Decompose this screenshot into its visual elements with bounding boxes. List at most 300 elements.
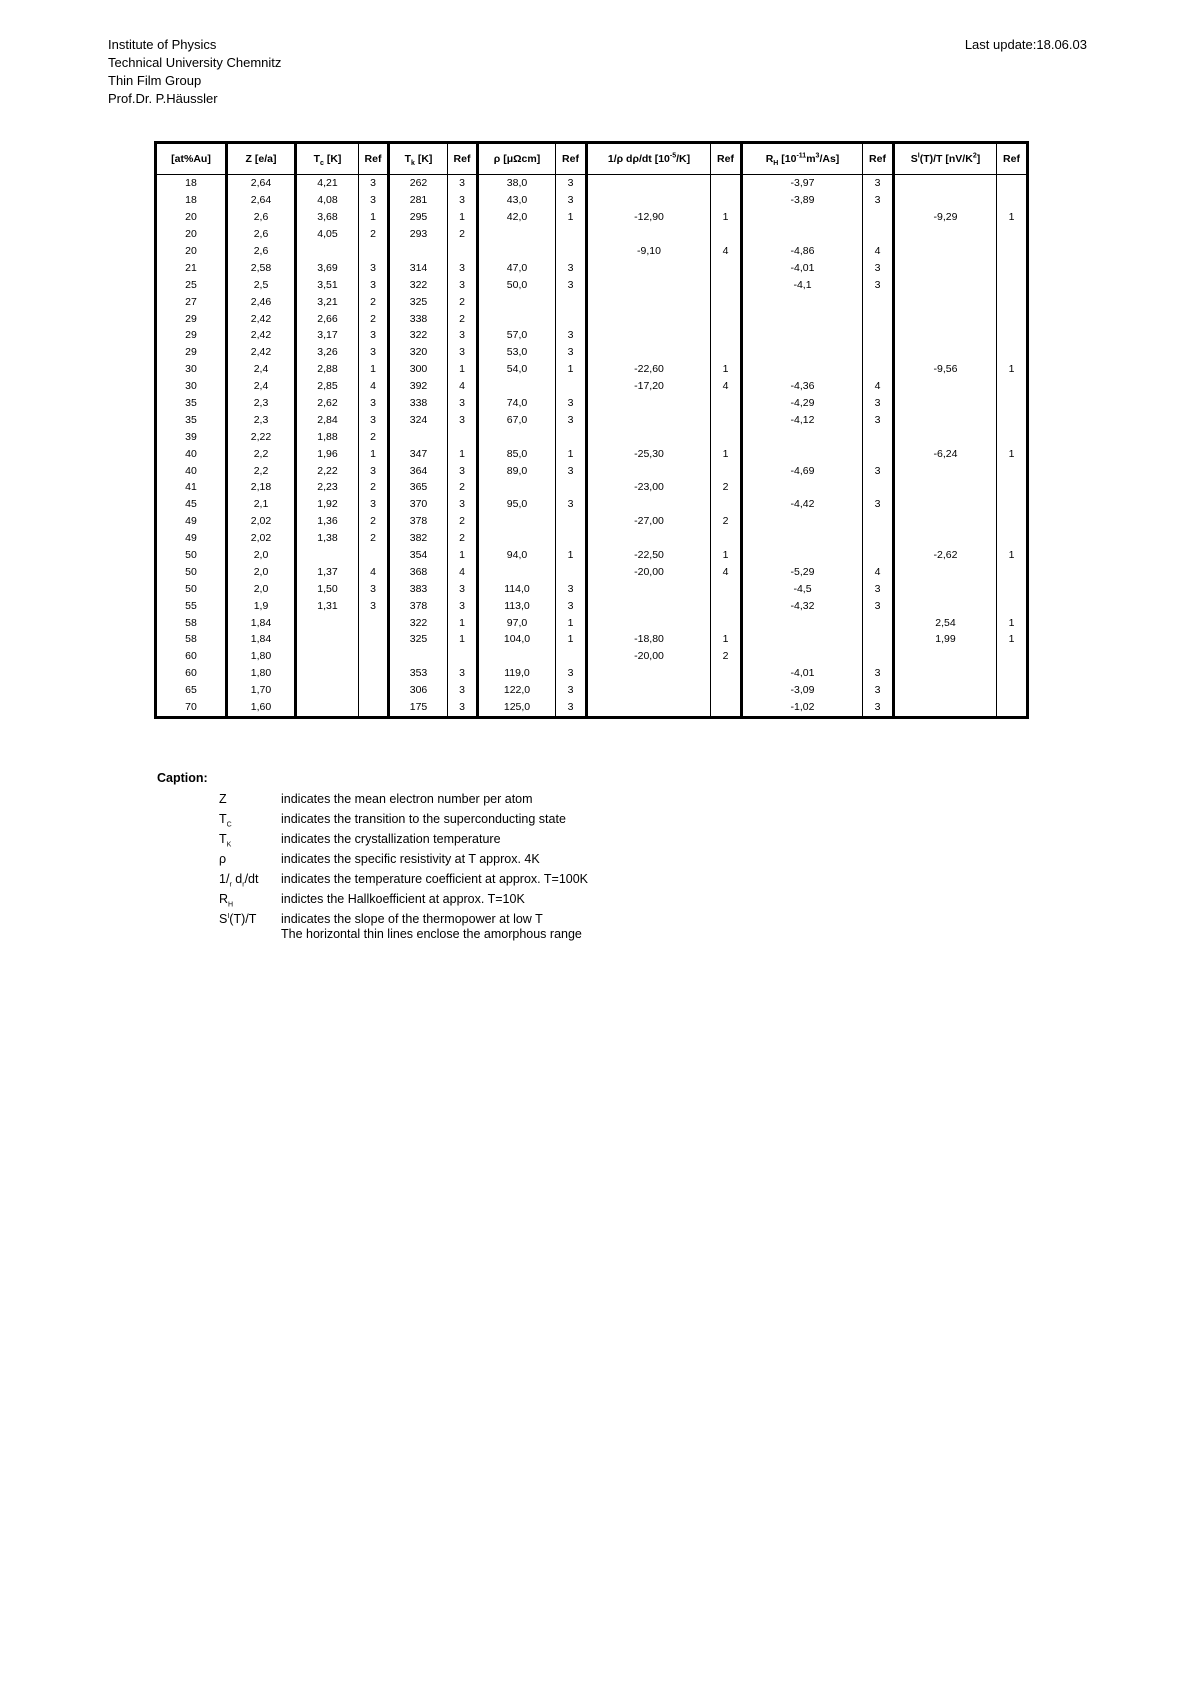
caption-symbol: $1/_r$ $d_r/dt$ xyxy=(219,872,259,889)
cell-rh: -4,12 xyxy=(742,411,863,428)
cell-rho: 54,0 xyxy=(478,361,556,378)
cell-r4 xyxy=(711,428,742,445)
cell-s xyxy=(894,580,997,597)
cell-s: -6,24 xyxy=(894,445,997,462)
cell-rho xyxy=(478,293,556,310)
cell-rh: -5,29 xyxy=(742,563,863,580)
cell-r5: 3 xyxy=(863,682,894,699)
cell-tk: 364 xyxy=(389,462,448,479)
caption-item xyxy=(157,849,588,869)
cell-tcr xyxy=(587,462,711,479)
cell-tcr: -22,50 xyxy=(587,547,711,564)
cell-at: 20 xyxy=(185,245,197,257)
column-header-r3: Ref xyxy=(556,143,587,175)
cell-r1: 2 xyxy=(359,513,389,530)
cell-r1 xyxy=(359,682,389,699)
cell-r3: 3 xyxy=(556,192,587,209)
caption-symbol: ρ xyxy=(219,852,227,866)
cell-r6: 1 xyxy=(997,614,1028,631)
cell-r1: 2 xyxy=(359,428,389,445)
cell-r3: 1 xyxy=(556,631,587,648)
cell-tc: 3,26 xyxy=(296,344,359,361)
cell-tk: 320 xyxy=(389,344,448,361)
cell-r1: 3 xyxy=(359,192,389,209)
cell-r3: 3 xyxy=(556,597,587,614)
caption-description: indicates the specific resistivity at T approx. 4K xyxy=(281,852,540,866)
cell-r3 xyxy=(556,563,587,580)
cell-r4 xyxy=(711,293,742,310)
caption-title: Caption: xyxy=(157,771,208,785)
cell-r4 xyxy=(711,530,742,547)
table-row xyxy=(156,530,1028,547)
cell-at: 25 xyxy=(185,278,197,291)
cell-rho: 43,0 xyxy=(478,192,556,209)
cell-r1: 3 xyxy=(359,462,389,479)
cell-r1: 3 xyxy=(359,276,389,293)
header-line: Prof.Dr. P.Häussler xyxy=(108,91,218,106)
cell-r6 xyxy=(997,479,1028,496)
table-row xyxy=(156,243,1028,260)
caption-item xyxy=(157,829,588,849)
cell-r1 xyxy=(359,614,389,631)
cell-r3 xyxy=(556,513,587,530)
cell-r3 xyxy=(556,310,587,327)
cell-rho: 95,0 xyxy=(478,496,556,513)
cell-tc: 1,50 xyxy=(296,580,359,597)
cell-r3 xyxy=(556,226,587,243)
cell-tk: 365 xyxy=(389,479,448,496)
cell-s xyxy=(894,243,997,260)
table-row xyxy=(156,175,1028,192)
cell-rh xyxy=(742,648,863,665)
cell-r5 xyxy=(863,530,894,547)
column-header-tcr: 1/ρ dρ/dt $[10^{-5}/K]$ xyxy=(587,143,711,175)
caption-symbol: $R_H$ xyxy=(219,892,234,909)
cell-r6 xyxy=(997,293,1028,310)
cell-r3 xyxy=(556,428,587,445)
cell-z: 2,6 xyxy=(227,243,296,260)
cell-r4: 1 xyxy=(711,445,742,462)
cell-r5 xyxy=(863,361,894,378)
cell-r2: 3 xyxy=(448,175,478,192)
cell-z: 2,58 xyxy=(227,259,296,276)
cell-r1: 4 xyxy=(359,378,389,395)
cell-r4: 4 xyxy=(711,378,742,395)
cell-r2: 2 xyxy=(448,479,478,496)
cell-r2: 3 xyxy=(448,411,478,428)
table-row xyxy=(156,361,1028,378)
cell-at: 35 xyxy=(185,413,197,426)
cell-r6 xyxy=(997,462,1028,479)
cell-r3: 3 xyxy=(556,665,587,682)
cell-tk: 368 xyxy=(389,563,448,580)
cell-at: 39 xyxy=(185,430,197,443)
cell-at: 50 xyxy=(185,565,197,578)
cell-r5: 3 xyxy=(863,395,894,412)
cell-tk: 392 xyxy=(389,378,448,395)
cell-tk: 314 xyxy=(389,259,448,276)
cell-r4 xyxy=(711,411,742,428)
cell-r2 xyxy=(448,428,478,445)
cell-z: 2,64 xyxy=(227,192,296,209)
cell-r6 xyxy=(997,378,1028,395)
cell-rh: -1,02 xyxy=(742,699,863,717)
cell-tc: 4,05 xyxy=(296,226,359,243)
cell-tc: 1,37 xyxy=(296,563,359,580)
cell-r1 xyxy=(359,243,389,260)
cell-tk xyxy=(389,648,448,665)
cell-z: 1,80 xyxy=(227,665,296,682)
cell-tc xyxy=(296,682,359,699)
column-header-r5: Ref xyxy=(863,143,894,175)
cell-r6 xyxy=(997,226,1028,243)
cell-tc xyxy=(296,547,359,564)
cell-r4 xyxy=(711,597,742,614)
cell-at: 18 xyxy=(185,194,197,207)
cell-tcr xyxy=(587,580,711,597)
cell-r2: 1 xyxy=(448,614,478,631)
cell-r5 xyxy=(863,513,894,530)
cell-r2: 2 xyxy=(448,530,478,547)
cell-r2: 2 xyxy=(448,226,478,243)
column-header-z: Z [e/a] xyxy=(227,143,296,175)
table-row xyxy=(156,226,1028,243)
cell-r5 xyxy=(863,631,894,648)
cell-tk: 347 xyxy=(389,445,448,462)
cell-tcr: -20,00 xyxy=(587,648,711,665)
cell-s: -9,29 xyxy=(894,209,997,226)
cell-r2: 3 xyxy=(448,192,478,209)
cell-s xyxy=(894,395,997,412)
cell-z: 2,46 xyxy=(227,293,296,310)
cell-tc xyxy=(296,631,359,648)
cell-r3: 3 xyxy=(556,699,587,717)
cell-tk: 293 xyxy=(389,226,448,243)
column-header-r1: Ref xyxy=(359,143,389,175)
cell-r6 xyxy=(997,699,1028,717)
cell-r4 xyxy=(711,614,742,631)
cell-r5: 3 xyxy=(863,462,894,479)
cell-r5: 3 xyxy=(863,496,894,513)
cell-tcr: -17,20 xyxy=(587,378,711,395)
column-header-tk: $T_k$ [K] xyxy=(389,143,448,175)
cell-tk: 295 xyxy=(389,209,448,226)
cell-rho xyxy=(478,226,556,243)
cell-r3 xyxy=(556,243,587,260)
cell-s xyxy=(894,428,997,445)
cell-z: 2,6 xyxy=(227,226,296,243)
cell-r6 xyxy=(997,682,1028,699)
cell-z: 2,3 xyxy=(227,395,296,412)
table-row xyxy=(156,310,1028,327)
table-row xyxy=(156,580,1028,597)
caption-symbol: Z xyxy=(219,792,227,806)
cell-r1: 1 xyxy=(359,209,389,226)
cell-rh: -4,69 xyxy=(742,462,863,479)
cell-tc xyxy=(296,665,359,682)
caption-description: indicates the mean electron number per atom xyxy=(281,792,533,806)
cell-tk: 322 xyxy=(389,276,448,293)
cell-tcr xyxy=(587,327,711,344)
cell-z: 2,5 xyxy=(227,276,296,293)
cell-rh xyxy=(742,530,863,547)
cell-r4: 2 xyxy=(711,479,742,496)
table-row xyxy=(156,428,1028,445)
cell-rh xyxy=(742,293,863,310)
cell-tcr xyxy=(587,614,711,631)
table-row xyxy=(156,344,1028,361)
cell-tcr: -25,30 xyxy=(587,445,711,462)
cell-rh xyxy=(742,344,863,361)
cell-tk xyxy=(389,243,448,260)
cell-r6: 1 xyxy=(997,445,1028,462)
caption-item xyxy=(157,809,588,829)
institution-header xyxy=(108,36,281,108)
cell-z: 2,6 xyxy=(227,209,296,226)
cell-z: 2,02 xyxy=(227,530,296,547)
cell-z: 2,0 xyxy=(227,563,296,580)
header-line: Thin Film Group xyxy=(108,73,202,88)
cell-s xyxy=(894,411,997,428)
cell-r1 xyxy=(359,547,389,564)
cell-rh: -4,01 xyxy=(742,259,863,276)
cell-rho: 113,0 xyxy=(478,597,556,614)
cell-at: 29 xyxy=(185,346,197,359)
cell-rho xyxy=(478,563,556,580)
cell-tc: 1,96 xyxy=(296,445,359,462)
cell-tc: 2,84 xyxy=(296,411,359,428)
table-row xyxy=(156,293,1028,310)
cell-rho: 97,0 xyxy=(478,614,556,631)
cell-r5 xyxy=(863,648,894,665)
cell-rh xyxy=(742,445,863,462)
cell-r6 xyxy=(997,259,1028,276)
cell-r4: 2 xyxy=(711,648,742,665)
header-line: Technical University Chemnitz xyxy=(108,55,282,70)
cell-r2: 2 xyxy=(448,293,478,310)
cell-s xyxy=(894,513,997,530)
cell-s: 2,54 xyxy=(894,614,997,631)
cell-r1: 3 xyxy=(359,580,389,597)
table-row xyxy=(156,259,1028,276)
table-row xyxy=(156,395,1028,412)
table-row xyxy=(156,682,1028,699)
caption-description: indictes the Hallkoefficient at approx. T=10K xyxy=(281,892,525,906)
cell-s xyxy=(894,530,997,547)
cell-s xyxy=(894,192,997,209)
cell-r3: 3 xyxy=(556,682,587,699)
cell-r6 xyxy=(997,496,1028,513)
cell-rh xyxy=(742,513,863,530)
cell-r1: 3 xyxy=(359,597,389,614)
cell-r2 xyxy=(448,243,478,260)
cell-tcr: -20,00 xyxy=(587,563,711,580)
cell-r6 xyxy=(997,276,1028,293)
cell-rh xyxy=(742,479,863,496)
cell-r5 xyxy=(863,547,894,564)
cell-tc: 1,38 xyxy=(296,530,359,547)
cell-r6 xyxy=(997,648,1028,665)
cell-at: 49 xyxy=(185,515,197,528)
cell-tcr xyxy=(587,226,711,243)
cell-tk: 322 xyxy=(389,614,448,631)
cell-r1: 3 xyxy=(359,496,389,513)
caption xyxy=(157,771,588,942)
cell-rh: -4,5 xyxy=(742,580,863,597)
cell-z: 1,60 xyxy=(227,699,296,717)
cell-tcr xyxy=(587,259,711,276)
caption-symbol: $T_C$ xyxy=(219,812,232,829)
cell-tk: 325 xyxy=(389,293,448,310)
data-table xyxy=(154,141,1029,719)
cell-s xyxy=(894,378,997,395)
cell-r3: 3 xyxy=(556,580,587,597)
cell-at: 58 xyxy=(185,633,197,646)
cell-r1: 2 xyxy=(359,310,389,327)
column-header-tc: $T_c$ [K] xyxy=(296,143,359,175)
cell-rh xyxy=(742,547,863,564)
cell-rh: -4,32 xyxy=(742,597,863,614)
caption-item xyxy=(157,789,588,809)
cell-r6 xyxy=(997,513,1028,530)
cell-s xyxy=(894,175,997,192)
cell-z: 2,64 xyxy=(227,175,296,192)
caption-item xyxy=(157,869,588,889)
cell-r3: 3 xyxy=(556,462,587,479)
cell-z: 2,0 xyxy=(227,580,296,597)
cell-z: 2,0 xyxy=(227,547,296,564)
cell-tc xyxy=(296,614,359,631)
cell-at: 65 xyxy=(185,684,197,697)
cell-tc: 4,21 xyxy=(296,175,359,192)
cell-rh xyxy=(742,209,863,226)
cell-tc: 3,68 xyxy=(296,209,359,226)
cell-r5: 3 xyxy=(863,411,894,428)
cell-s xyxy=(894,563,997,580)
cell-tcr xyxy=(587,597,711,614)
caption-symbol: $S^I(T)/T$ xyxy=(219,912,257,926)
cell-r3: 1 xyxy=(556,614,587,631)
cell-rho: 53,0 xyxy=(478,344,556,361)
table-body xyxy=(156,175,1028,718)
cell-r3: 3 xyxy=(556,411,587,428)
cell-tk: 354 xyxy=(389,547,448,564)
cell-rho: 74,0 xyxy=(478,395,556,412)
cell-z: 1,80 xyxy=(227,648,296,665)
cell-z: 2,1 xyxy=(227,496,296,513)
cell-at: 20 xyxy=(185,211,197,224)
cell-rho: 47,0 xyxy=(478,259,556,276)
cell-s xyxy=(894,276,997,293)
cell-rh xyxy=(742,226,863,243)
cell-tcr xyxy=(587,530,711,547)
cell-r4 xyxy=(711,682,742,699)
cell-tk: 281 xyxy=(389,192,448,209)
cell-tcr: -12,90 xyxy=(587,209,711,226)
cell-at: 41 xyxy=(185,481,197,494)
cell-r2: 1 xyxy=(448,445,478,462)
cell-tk: 370 xyxy=(389,496,448,513)
cell-tc: 1,88 xyxy=(296,428,359,445)
cell-r2: 3 xyxy=(448,276,478,293)
cell-r6 xyxy=(997,530,1028,547)
cell-r5: 3 xyxy=(863,699,894,717)
cell-s xyxy=(894,344,997,361)
cell-r6 xyxy=(997,327,1028,344)
cell-r1 xyxy=(359,699,389,717)
column-header-rho: ρ [μΩcm] xyxy=(478,143,556,175)
cell-at: 55 xyxy=(185,599,197,612)
caption-description: indicates the slope of the thermopower at low T xyxy=(281,912,543,926)
caption-description: indicates the transition to the superconducting state xyxy=(281,812,566,826)
cell-tcr: -9,10 xyxy=(587,243,711,260)
cell-rh: -4,29 xyxy=(742,395,863,412)
cell-r5: 3 xyxy=(863,665,894,682)
cell-at: 27 xyxy=(185,295,197,308)
cell-at: 40 xyxy=(185,447,197,460)
cell-at: 70 xyxy=(185,701,197,714)
cell-at: 30 xyxy=(185,380,197,393)
caption-symbol: $T_K$ xyxy=(219,832,232,849)
table-row xyxy=(156,327,1028,344)
cell-s xyxy=(894,597,997,614)
cell-tk xyxy=(389,428,448,445)
cell-at: 18 xyxy=(185,177,197,190)
cell-rho: 125,0 xyxy=(478,699,556,717)
cell-r5: 3 xyxy=(863,580,894,597)
cell-tk: 175 xyxy=(389,699,448,717)
caption-description: indicates the temperature coefficient at approx. T=100K xyxy=(281,872,589,886)
cell-at: 40 xyxy=(185,464,197,477)
cell-r5 xyxy=(863,310,894,327)
cell-rh: -3,89 xyxy=(742,192,863,209)
cell-at: 35 xyxy=(185,397,197,410)
cell-r5: 4 xyxy=(863,563,894,580)
cell-r3: 1 xyxy=(556,445,587,462)
cell-rho: 104,0 xyxy=(478,631,556,648)
cell-at: 29 xyxy=(185,312,197,325)
cell-tc xyxy=(296,699,359,717)
cell-r1: 3 xyxy=(359,411,389,428)
cell-rho xyxy=(478,428,556,445)
cell-r6 xyxy=(997,344,1028,361)
table-row xyxy=(156,479,1028,496)
cell-z: 2,2 xyxy=(227,445,296,462)
cell-r3: 3 xyxy=(556,259,587,276)
cell-rho: 50,0 xyxy=(478,276,556,293)
cell-tc: 3,69 xyxy=(296,259,359,276)
cell-r1: 3 xyxy=(359,259,389,276)
cell-r2: 3 xyxy=(448,395,478,412)
cell-r1 xyxy=(359,631,389,648)
cell-r5 xyxy=(863,428,894,445)
cell-r6 xyxy=(997,310,1028,327)
cell-r2: 3 xyxy=(448,344,478,361)
cell-r3 xyxy=(556,479,587,496)
cell-r6 xyxy=(997,597,1028,614)
cell-tcr xyxy=(587,276,711,293)
table-row xyxy=(156,462,1028,479)
cell-rho: 38,0 xyxy=(478,175,556,192)
table-row xyxy=(156,547,1028,564)
cell-z: 1,84 xyxy=(227,614,296,631)
cell-rho xyxy=(478,378,556,395)
cell-r5 xyxy=(863,344,894,361)
cell-s xyxy=(894,699,997,717)
caption-description: indicates the crystallization temperature xyxy=(281,832,501,846)
cell-tc: 2,66 xyxy=(296,310,359,327)
cell-r4: 2 xyxy=(711,513,742,530)
